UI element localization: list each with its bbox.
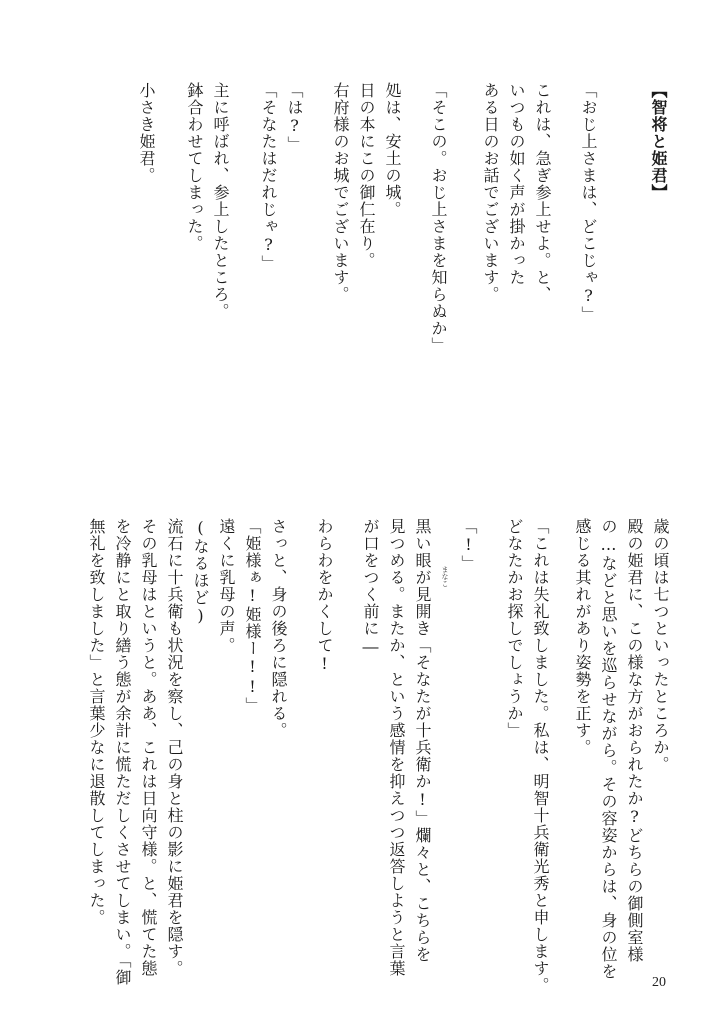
text-column: 見つめる。またか、という感情を抑えつつ返答しようと言葉 <box>387 518 406 977</box>
text-column: その乳母はというと。ああ、これは日向守様。と、慌てた態 <box>139 518 158 977</box>
text-column: 黒い眼が見開き「そなたが十兵衛か!」爛々と、こちらを <box>413 518 432 963</box>
text-column: 主に呼ばれ、参上したところ。 <box>211 82 230 320</box>
text-column: 鉢合わせてしまった。 <box>185 82 204 252</box>
text-column: わらわをかくして! <box>315 518 334 674</box>
text-column: どなたかお探しでしょうか」 <box>505 518 524 739</box>
text-column: 殿の姫君に、この様な方がおられたか?どちらの御側室様 <box>625 518 644 963</box>
text-column: の…などと思いを巡らせながら。その容姿からは、身の位を <box>599 518 618 980</box>
text-column: が口をつく前に― <box>361 518 380 657</box>
text-column: 歳の頃は七つといったところか。 <box>651 518 670 773</box>
text-column: 「これは失礼致しました。私は、明智十兵衛光秀と申します。 <box>531 518 550 994</box>
text-column: 「!」 <box>459 518 478 572</box>
text-column: 遠くに乳母の声。 <box>217 518 236 654</box>
text-column: いつもの如く声が掛かった <box>507 82 526 286</box>
chapter-title: 【智将と姫君】 <box>649 82 668 201</box>
text-column: 「そなたはだれじゃ?」 <box>259 82 278 272</box>
text-column: 「そこの。おじ上さまを知らぬか」 <box>429 82 448 354</box>
text-column: 感じる其れがあり姿勢を正す。 <box>573 518 592 756</box>
text-column: 無礼を致しました」と言葉少なに退散してしまった。 <box>87 518 106 926</box>
text-column: (なるほど) <box>191 518 210 626</box>
page-number: 20 <box>652 975 666 990</box>
text-column: 小さき姫君。 <box>137 82 156 184</box>
text-column: ある日のお話でございます。 <box>481 82 500 303</box>
text-column: 日の本にこの御仁在り。 <box>357 82 376 269</box>
ruby-annotation: まなこ <box>441 566 449 587</box>
text-column: 「は?」 <box>285 82 304 153</box>
text-column: これは、急ぎ参上せよ。と、 <box>533 82 552 303</box>
text-column: さっと、身の後ろに隠れる。 <box>269 518 288 739</box>
text-column: 処は、安土の城。 <box>383 82 402 218</box>
text-column: 流石に十兵衛も状況を察し、己の身と柱の影に姫君を隠す。 <box>165 518 184 977</box>
text-column: を冷静にと取り繕う態が余計に慌ただしくさせてしまい。「御 <box>113 518 132 986</box>
text-column: 「おじ上さまは、どこじゃ?」 <box>579 82 598 323</box>
text-column: 右府様のお城でございます。 <box>331 82 350 303</box>
text-column: 「姫様ぁ!姫様ー!!」 <box>243 518 262 714</box>
